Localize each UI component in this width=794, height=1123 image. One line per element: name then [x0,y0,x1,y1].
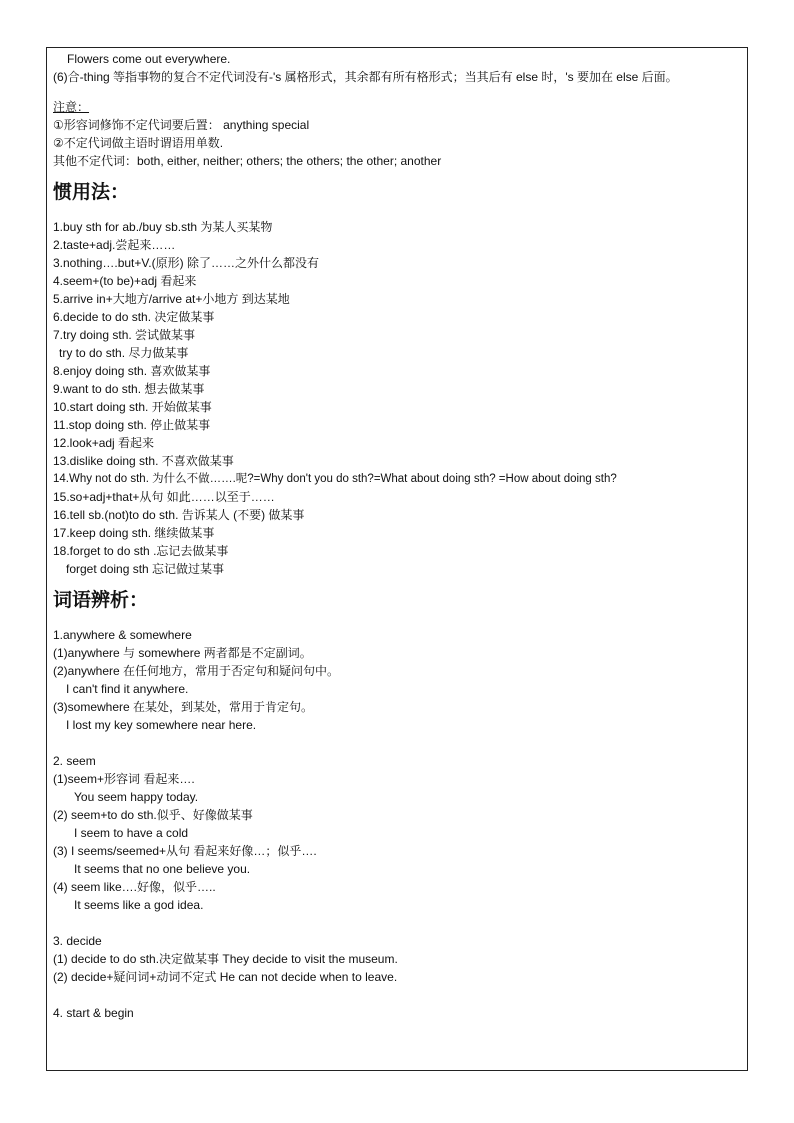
note-item: ②不定代词做主语时谓语用单数. [53,136,224,150]
usage-item: 1.buy sth for ab./buy sb.sth 为某人买某物 [53,220,273,234]
analysis-line: (4) seem like….好像，似乎….. [53,880,216,894]
usage-item: 10.start doing sth. 开始做某事 [53,400,212,414]
analysis-example: I seem to have a cold [74,826,189,840]
analysis-title-start: 4. start & begin [53,1006,134,1020]
usage-item: 18.forget to do sth .忘记去做某事 [53,544,229,558]
analysis-line: (2) decide+疑问词+动词不定式 He can not decide when to leave. [53,970,398,984]
analysis-title-decide: 3. decide [53,934,102,948]
analysis-example: I can't find it anywhere. [66,682,189,696]
document-body [53,50,743,1022]
usage-item: try to do sth. 尽力做某事 [59,346,189,360]
analysis-example: It seems that no one believe you. [74,862,251,876]
usage-item: 9.want to do sth. 想去做某事 [53,382,205,396]
usage-item: 4.seem+(to be)+adj 看起来 [53,274,197,288]
usage-item: 3.nothing….but+V.(原形) 除了……之外什么都没有 [53,256,319,270]
usage-item: 8.enjoy doing sth. 喜欢做某事 [53,364,211,378]
analysis-line: (1)seem+形容词 看起来…. [53,772,195,786]
analysis-line: (3) I seems/seemed+从句 看起来好像…；似乎…. [53,844,317,858]
analysis-title-anywhere: 1.anywhere & somewhere [53,628,192,642]
usage-item: 12.look+adj 看起来 [53,436,155,450]
usage-item: 11.stop doing sth. 停止做某事 [53,418,211,432]
notes-title: 注意： [53,100,90,114]
usage-item: 5.arrive in+大地方/arrive at+小地方 到达某地 [53,292,290,306]
analysis-line: (1)anywhere 与 somewhere 两者都是不定副词。 [53,646,312,660]
analysis-heading: 词语辨析： [53,590,149,611]
analysis-example: I lost my key somewhere near here. [66,718,257,732]
analysis-title-seem: 2. seem [53,754,96,768]
usage-item: 16.tell sb.(not)to do sth. 告诉某人 (不要) 做某事 [53,508,305,522]
analysis-line: (3)somewhere 在某处，到某处，常用于肯定句。 [53,700,314,714]
example-sentence: Flowers come out everywhere. [67,52,231,66]
note-item: 其他不定代词：both, either, neither; others; the others; the other; another [53,154,442,168]
usage-item: 7.try doing sth. 尝试做某事 [53,328,196,342]
analysis-line: (1) decide to do sth.决定做某事 They decide to visit the museum. [53,952,398,966]
usage-item: forget doing sth 忘记做过某事 [66,562,225,576]
usage-item: 13.dislike doing sth. 不喜欢做某事 [53,454,234,468]
usage-heading: 惯用法： [53,182,130,203]
usage-item: 6.decide to do sth. 决定做某事 [53,310,215,324]
usage-item: 14.Why not do sth. 为什么不做…….呢?=Why don't you do sth?=What about doing sth? =How about doing sth? [53,473,617,485]
analysis-example: It seems like a god idea. [74,898,204,912]
usage-item: 17.keep doing sth. 继续做某事 [53,526,215,540]
usage-item: 2.taste+adj.尝起来…… [53,238,176,252]
grammar-rule-6: (6)合-thing 等指事物的复合不定代词没有-'s 属格形式，其余都有所有格形式；当其后有 else 时，'s 要加在 else 后面。 [53,70,678,84]
note-item: ①形容词修饰不定代词要后置： anything special [53,118,310,132]
analysis-line: (2) seem+to do sth.似乎、好像做某事 [53,808,253,822]
usage-item: 15.so+adj+that+从句 如此……以至于…… [53,490,275,504]
analysis-example: You seem happy today. [74,790,199,804]
analysis-line: (2)anywhere 在任何地方，常用于否定句和疑问句中。 [53,664,340,678]
